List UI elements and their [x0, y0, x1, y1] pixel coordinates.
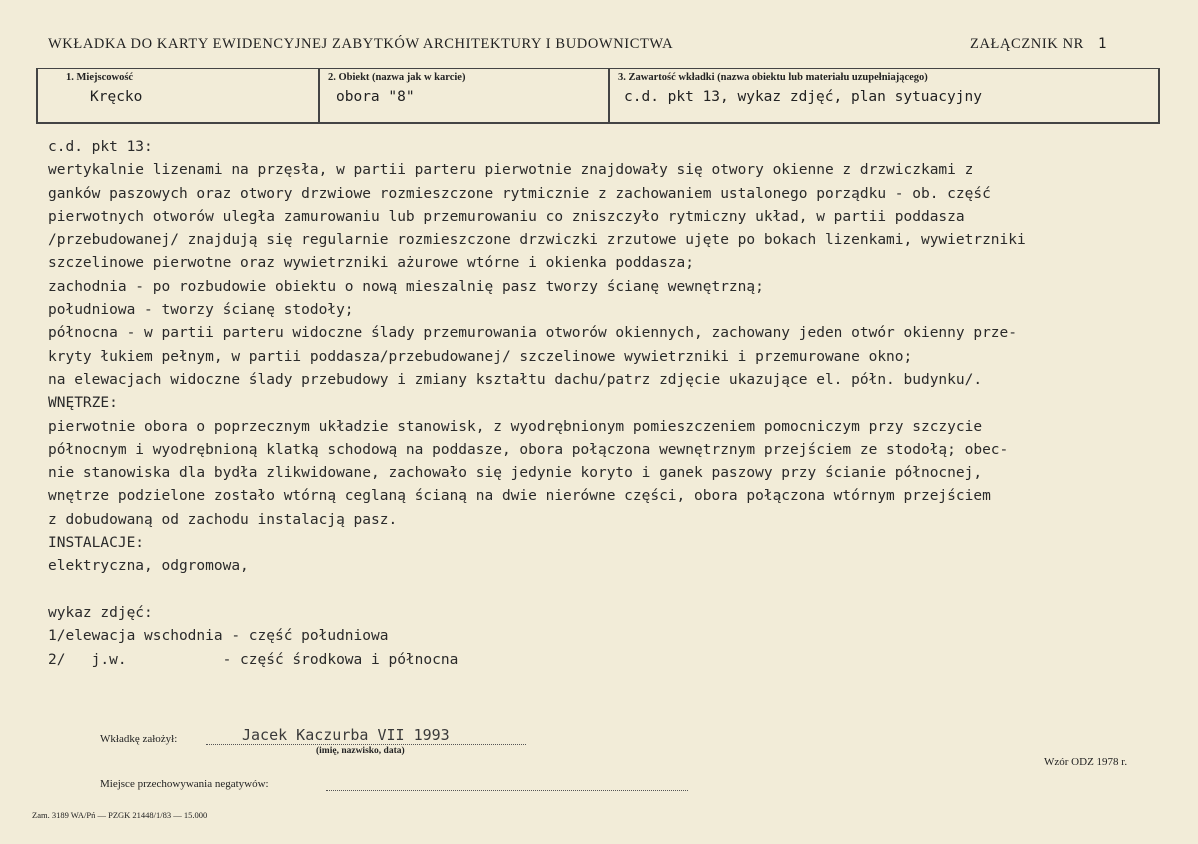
text-line: północna - w partii parteru widoczne ślady przemurowania otworów okiennych, zachowany jeden otwór okienny prze-: [48, 325, 1018, 342]
text-line: nie stanowiska dla bydła zlikwidowane, zachowało się jedynie koryto i ganek paszowy przy ścianie północnej,: [48, 465, 983, 482]
founder-hint: (imię, nazwisko, data): [316, 746, 405, 756]
founder-line: [206, 744, 526, 745]
text-line: c.d. pkt 13:: [48, 139, 153, 155]
field-contents: [608, 68, 1160, 124]
field-object-value: obora "8": [336, 89, 415, 105]
text-line: elektryczna, odgromowa,: [48, 558, 249, 575]
annex-number: 1: [1097, 36, 1107, 52]
field-contents-label: 3. Zawartość wkładki (nazwa obiektu lub materiału uzupełniającego): [618, 72, 928, 83]
text-line: wnętrze podzielone zostało wtórną ceglaną ścianą na dwie nierówne części, obora połączona wtórnym przejściem: [48, 488, 991, 505]
text-line: wertykalnie lizenami na przęsła, w partii parteru pierwotnie znajdowały się otwory okienne z drzwiczkami z: [48, 162, 974, 179]
founder-value: Jacek Kaczurba VII 1993: [242, 726, 450, 744]
text-line: wykaz zdjęć:: [48, 604, 153, 621]
negatives-label: Miejsce przechowywania negatywów:: [100, 778, 269, 790]
negatives-line: [326, 790, 688, 791]
field-object: [318, 68, 608, 124]
card-title: WKŁADKA DO KARTY EWIDENCYJNEJ ZABYTKÓW ARCHITEKTURY I BUDOWNICTWA: [48, 36, 674, 52]
field-object-label: 2. Obiekt (nazwa jak w karcie): [328, 72, 466, 83]
text-line: ganków paszowych oraz otwory drzwiowe rozmieszczone rytmicznie z zachowaniem ustalonego porządku - ob. część: [48, 185, 991, 202]
description-text: [48, 136, 1198, 672]
text-line: północnym i wyodrębnioną klatką schodową na poddasze, obora połączona wewnętrznym przejściem ze stodołą; obec-: [48, 441, 1009, 458]
pattern-label: Wzór ODZ 1978 r.: [1044, 756, 1128, 768]
text-line: z dobudowaną od zachodu instalacją pasz.: [48, 511, 398, 528]
founder-label: Wkładkę założył:: [100, 733, 178, 745]
annex-label: [970, 36, 1107, 53]
field-contents-value: c.d. pkt 13, wykaz zdjęć, plan sytuacyjny: [624, 89, 982, 105]
field-locality-value: Kręcko: [90, 89, 143, 105]
field-locality-label: 1. Miejscowość: [66, 72, 134, 83]
text-line: pierwotnie obora o poprzecznym układzie stanowisk, z wyodrębnionym pomieszczeniem pomocniczym przy szczycie: [48, 418, 983, 435]
text-line: zachodnia - po rozbudowie obiektu o nową mieszalnię pasz tworzy ścianę wewnętrzną;: [48, 278, 764, 295]
text-line: południowa - tworzy ścianę stodoły;: [48, 302, 354, 319]
text-line: INSTALACJE:: [48, 535, 145, 552]
text-line: 1/elewacja wschodnia - część południowa: [48, 628, 389, 645]
print-info: Zam. 3189 WA/Pń — PZGK 21448/1/83 — 15.000: [32, 810, 208, 820]
text-line: 2/ j.w. - część środkowa i północna: [48, 651, 459, 668]
text-line: [48, 579, 1198, 602]
text-line: /przebudowanej/ znajdują się regularnie rozmieszczone drzwiczki zrzutowe ujęte po bokach lizenkami, wywietrzniki: [48, 232, 1026, 249]
field-locality: [36, 68, 318, 124]
text-line: pierwotnych otworów uległa zamurowaniu lub przemurowaniu co zniszczyło rytmiczny układ, w partii poddasza: [48, 208, 965, 225]
annex-label-text: ZAŁĄCZNIK NR: [970, 36, 1084, 52]
text-line: na elewacjach widoczne ślady przebudowy i zmiany kształtu dachu/patrz zdjęcie ukazujące el. półn. budynku/.: [48, 371, 983, 388]
text-line: WNĘTRZE:: [48, 395, 118, 412]
text-line: kryty łukiem pełnym, w partii poddasza/przebudowanej/ szczelinowe wywietrzniki i przemurowane okno;: [48, 348, 913, 365]
text-line: szczelinowe pierwotne oraz wywietrzniki ażurowe wtórne i okienka poddasza;: [48, 255, 695, 272]
